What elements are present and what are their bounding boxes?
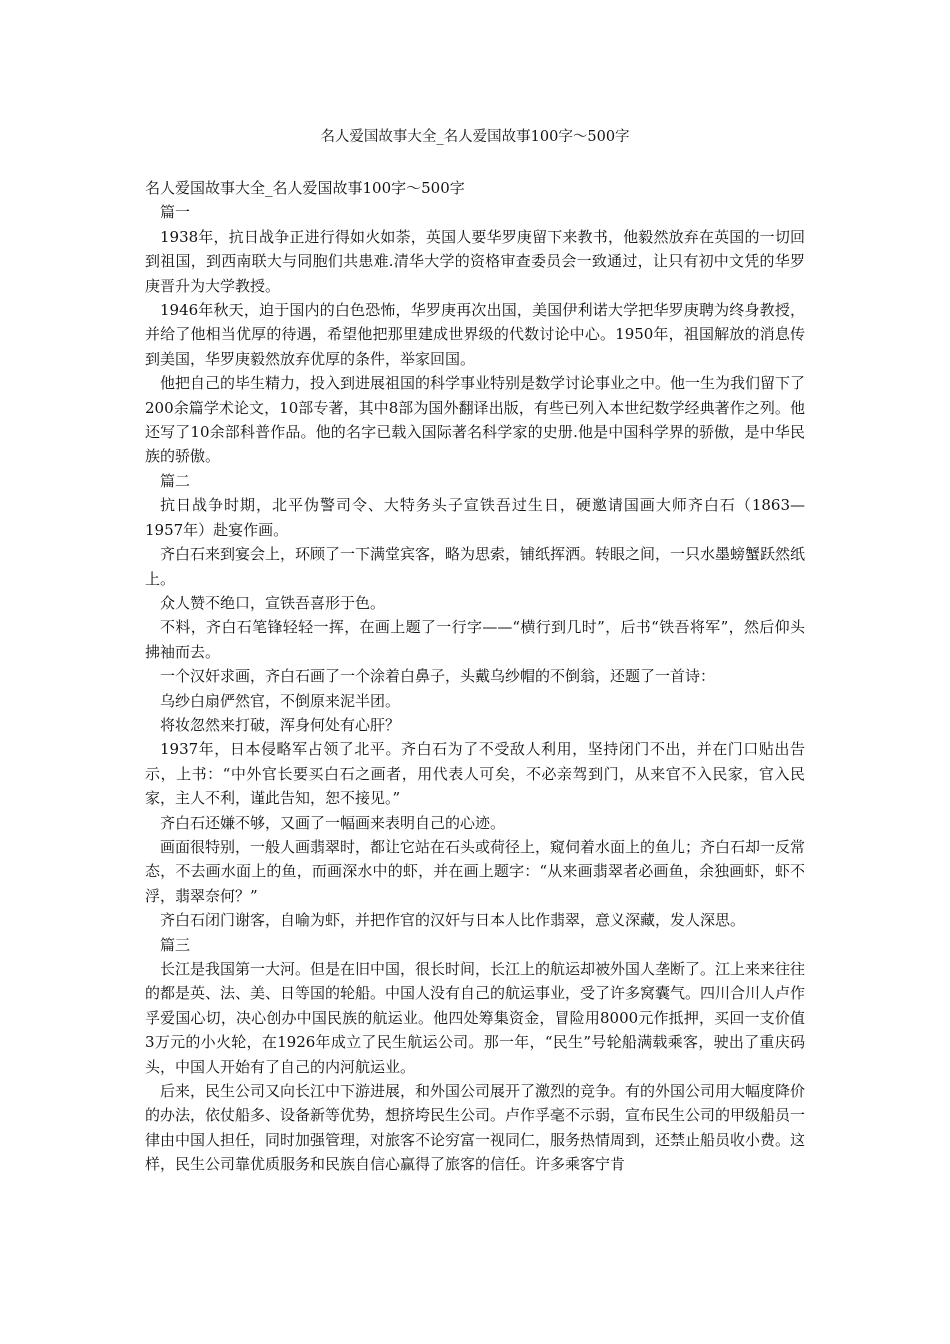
paragraph: 抗日战争时期，北平伪警司令、大特务头子宣铁吾过生日，硬邀请国画大师齐白石（1863—1957年）赴宴作画。 <box>145 496 805 539</box>
document-body <box>145 176 805 1177</box>
paragraph: 一个汉奸求画，齐白石画了一个涂着白鼻子，头戴乌纱帽的不倒翁，还题了一首诗： <box>160 667 716 686</box>
paragraph: 长江是我国第一大河。但是在旧中国，很长时间，长江上的航运却被外国人垄断了。江上来来往往的都是英、法、美、日等国的轮船。中国人没有自己的航运事业，受了许多窝囊气。四川合川人卢作孚爱国心切，决心创办中国民族的航运业。他四处筹集资金，冒险用8000元作抵押，买回一支价值3万元的小火轮，在1926年成立了民生航运公司。那一年，“民生”号轮船满载乘客，驶出了重庆码头，中国人开始有了自己的内河航运业。 <box>145 960 806 1076</box>
document-subtitle: 名人爱国故事大全_名人爱国故事100字～500字 <box>145 179 465 197</box>
paragraph: 1938年，抗日战争正进行得如火如荼，英国人要华罗庚留下来教书，他毅然放弃在英国的一切回到祖国，到西南联大与同胞们共患难.清华大学的资格审查委员会一致通过，让只有初中文凭的华罗庚晋升为大学教授。 <box>145 227 805 295</box>
paragraph: 后来，民生公司又向长江中下游进展，和外国公司展开了激烈的竞争。有的外国公司用大幅度降价的办法，依仗船多、设备新等优势，想挤垮民生公司。卢作孚毫不示弱，宣布民生公司的甲级船员一律由中国人担任，同时加强管理，对旅客不论穷富一视同仁，服务热情周到，还禁止船员收小费。这样，民生公司靠优质服务和民族自信心赢得了旅客的信任。许多乘客宁肯 <box>145 1082 806 1174</box>
section-heading: 篇一 <box>160 203 191 222</box>
paragraph: 齐白石闭门谢客，自喻为虾，并把作官的汉奸与日本人比作翡翠，意义深藏，发人深思。 <box>160 911 746 930</box>
paragraph: 众人赞不绝口，宣铁吾喜形于色。 <box>160 593 386 612</box>
paragraph: 齐白石还嫌不够，又画了一幅画来表明自己的心迹。 <box>160 813 506 832</box>
section-heading: 篇三 <box>160 935 191 954</box>
poem-line: 乌纱白扇俨然官，不倒原来泥半团。 <box>160 691 401 710</box>
paragraph: 齐白石来到宴会上，环顾了一下满堂宾客，略为思索，铺纸挥洒。转眼之间，一只水墨螃蟹跃然纸上。 <box>145 545 806 588</box>
paragraph: 1937年，日本侵略军占领了北平。齐白石为了不受敌人利用，坚持闭门不出，并在门口贴出告示，上书：“中外官长要买白石之画者，用代表人可矣，不必亲驾到门，从来官不入民家，官入民家，主人不利，谨此告知，恕不接见。” <box>145 740 805 808</box>
paragraph: 1946年秋天，迫于国内的白色恐怖，华罗庚再次出国，美国伊利诺大学把华罗庚聘为终身教授，并给了他相当优厚的待遇，希望他把那里建成世界级的代数讨论中心。1950年，祖国解放的消息传到美国，华罗庚毅然放弃优厚的条件，举家回国。 <box>145 301 805 368</box>
paragraph: 画面很特别，一般人画翡翠时，都让它站在石头或荷径上，窥伺着水面上的鱼儿；齐白石却一反常态，不去画水面上的鱼，而画深水中的虾，并在画上题字：“从来画翡翠者必画鱼，余独画虾，虾不浮，翡翠奈何？” <box>145 837 806 905</box>
paragraph: 他把自己的毕生精力，投入到进展祖国的科学事业特别是数学讨论事业之中。他一生为我们留下了200余篇学术论文，10部专著，其中8部为国外翻译出版，有些已列入本世纪数学经典著作之列。他还写了10余部科普作品。他的名字已载入国际著名科学家的史册.他是中国科学界的骄傲，是中华民族的骄傲。 <box>145 374 806 466</box>
section-heading: 篇二 <box>160 471 191 490</box>
paragraph: 不料，齐白石笔锋轻轻一挥，在画上题了一行字——“横行到几时”，后书“铁吾将军”，然后仰头拂袖而去。 <box>145 618 805 661</box>
document-title: 名人爱国故事大全_名人爱国故事100字～500字 <box>320 129 630 145</box>
poem-line: 将妆忽然来打破，浑身何处有心肝？ <box>160 715 401 734</box>
